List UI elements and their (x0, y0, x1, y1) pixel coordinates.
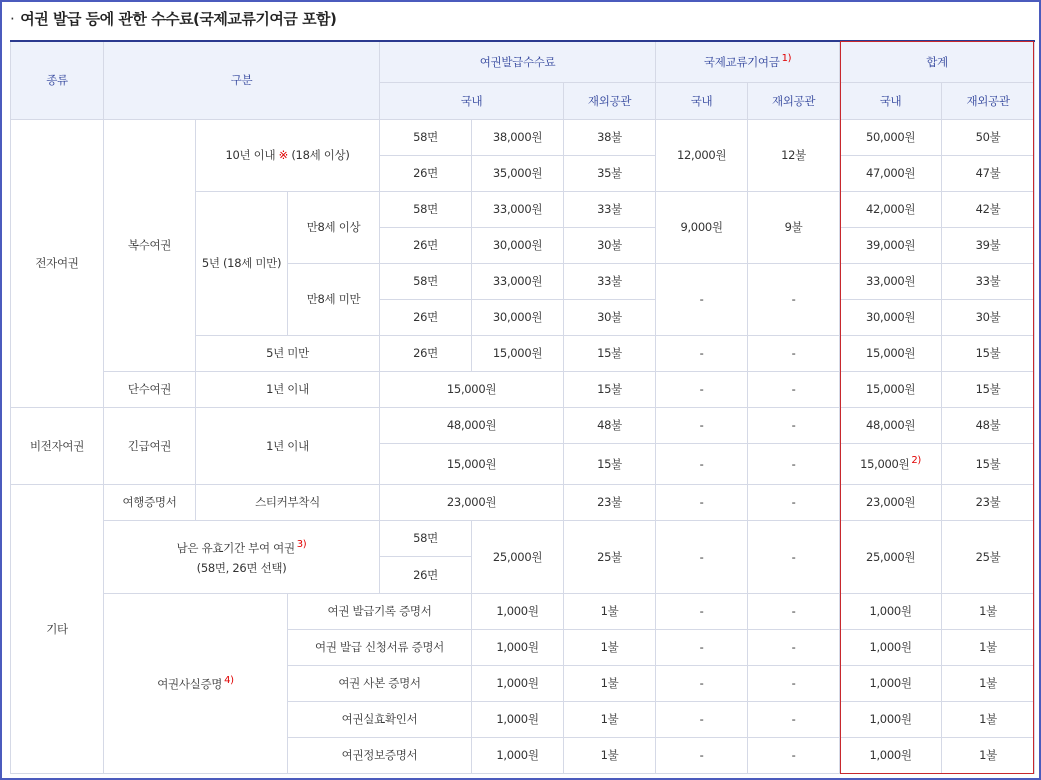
age-text: (18세 이상) (291, 148, 350, 162)
total-overseas: 30불 (942, 299, 1035, 335)
fee-domestic: 15,000원 (380, 371, 564, 407)
fee-domestic: 1,000원 (472, 593, 564, 629)
table-row (11, 407, 1035, 443)
validity-text: 10년 이내 (225, 148, 276, 162)
fee-overseas: 33불 (564, 263, 656, 299)
total-domestic: 1,000원 (840, 701, 942, 737)
total-domestic: 1,000원 (840, 629, 942, 665)
fee-domestic: 30,000원 (472, 299, 564, 335)
fund-domestic: - (656, 263, 748, 335)
fee-overseas: 1불 (564, 737, 656, 773)
remaining-label: 남은 유효기간 부여 여권 (176, 540, 295, 555)
fund-overseas: - (748, 263, 840, 335)
footnote-ref: 4) (224, 674, 234, 686)
pages-cell: 26면 (380, 556, 472, 593)
fee-overseas: 1불 (564, 701, 656, 737)
age-cell: 만8세 이상 (288, 191, 380, 263)
validity-cell: 5년 미만 (196, 335, 380, 371)
total-domestic: 33,000원 (840, 263, 942, 299)
fund-domestic: - (656, 371, 748, 407)
fee-domestic: 30,000원 (472, 227, 564, 263)
total-overseas: 23불 (942, 484, 1035, 520)
total-value: 15,000원 (860, 456, 910, 471)
total-domestic (840, 443, 942, 484)
header-overseas: 재외공관 (942, 82, 1035, 119)
footnote-ref: 1) (781, 53, 792, 65)
category-cell: 단수여권 (104, 371, 196, 407)
total-domestic: 47,000원 (840, 155, 942, 191)
cert-name: 여권정보증명서 (288, 737, 472, 773)
header-issue-fee: 여권발급수수료 (380, 41, 656, 82)
total-overseas: 39불 (942, 227, 1035, 263)
fund-overseas: - (748, 443, 840, 484)
fee-domestic: 33,000원 (472, 263, 564, 299)
header-domestic: 국내 (656, 82, 748, 119)
total-overseas: 50불 (942, 119, 1035, 155)
fee-overseas: 15불 (564, 443, 656, 484)
fee-overseas: 23불 (564, 484, 656, 520)
fee-overseas: 1불 (564, 665, 656, 701)
fee-domestic: 38,000원 (472, 119, 564, 155)
total-domestic: 23,000원 (840, 484, 942, 520)
cert-name: 여권 발급기록 증명서 (288, 593, 472, 629)
fee-overseas: 1불 (564, 629, 656, 665)
fund-domestic: 12,000원 (656, 119, 748, 191)
fund-domestic: - (656, 520, 748, 593)
fee-domestic: 25,000원 (472, 520, 564, 593)
fund-overseas: - (748, 371, 840, 407)
category-cell: 여행증명서 (104, 484, 196, 520)
fee-domestic: 1,000원 (472, 629, 564, 665)
pages-cell: 58면 (380, 191, 472, 227)
validity-cell: 스티커부착식 (196, 484, 380, 520)
fund-domestic: - (656, 484, 748, 520)
validity-cell: 5년 (18세 미만) (196, 191, 288, 335)
fee-domestic: 1,000원 (472, 701, 564, 737)
fee-domestic: 15,000원 (472, 335, 564, 371)
fund-overseas: - (748, 335, 840, 371)
fee-domestic: 1,000원 (472, 737, 564, 773)
intl-fund-label: 국제교류기여금 (703, 55, 780, 70)
total-domestic: 15,000원 (840, 371, 942, 407)
fee-domestic: 35,000원 (472, 155, 564, 191)
header-type: 종류 (11, 41, 104, 119)
table-row (11, 593, 1035, 629)
validity-cell: 1년 이내 (196, 371, 380, 407)
total-overseas: 1불 (942, 737, 1035, 773)
footnote-ref: 2) (911, 455, 922, 467)
age-cell: 만8세 미만 (288, 263, 380, 335)
total-domestic: 1,000원 (840, 665, 942, 701)
table-row (11, 484, 1035, 520)
fee-overseas: 48불 (564, 407, 656, 443)
table-row (11, 371, 1035, 407)
fund-overseas: 9불 (748, 191, 840, 263)
pages-cell: 58면 (380, 119, 472, 155)
remaining-sub: (58면, 26면 선택) (196, 560, 287, 575)
fund-overseas: - (748, 737, 840, 773)
total-domestic: 42,000원 (840, 191, 942, 227)
header-domestic: 국내 (380, 82, 564, 119)
pages-cell: 26면 (380, 299, 472, 335)
pages-cell: 26면 (380, 227, 472, 263)
total-domestic: 50,000원 (840, 119, 942, 155)
total-domestic: 48,000원 (840, 407, 942, 443)
total-overseas: 15불 (942, 371, 1035, 407)
fee-overseas: 33불 (564, 191, 656, 227)
pages-cell: 58면 (380, 520, 472, 556)
fee-overseas: 1불 (564, 593, 656, 629)
total-domestic: 1,000원 (840, 737, 942, 773)
fund-overseas: - (748, 484, 840, 520)
total-overseas: 48불 (942, 407, 1035, 443)
fee-overseas: 35불 (564, 155, 656, 191)
fund-domestic: - (656, 629, 748, 665)
pages-cell: 26면 (380, 335, 472, 371)
cert-name: 여권 발급 신청서류 증명서 (288, 629, 472, 665)
total-domestic: 25,000원 (840, 520, 942, 593)
fund-domestic: - (656, 335, 748, 371)
fund-domestic: - (656, 665, 748, 701)
total-domestic: 39,000원 (840, 227, 942, 263)
header-domestic: 국내 (840, 82, 942, 119)
fund-domestic: - (656, 737, 748, 773)
bullet-mark: · (10, 10, 15, 28)
fund-overseas: - (748, 520, 840, 593)
fund-domestic: 9,000원 (656, 191, 748, 263)
fund-overseas: - (748, 593, 840, 629)
total-overseas: 1불 (942, 665, 1035, 701)
total-overseas: 15불 (942, 335, 1035, 371)
header-intl-fund (656, 41, 840, 82)
type-cell: 비전자여권 (11, 407, 104, 484)
total-overseas: 42불 (942, 191, 1035, 227)
category-cell (104, 593, 288, 773)
validity-cell (196, 119, 380, 191)
header-total: 합계 (840, 41, 1035, 82)
header-category: 구분 (104, 41, 380, 119)
total-domestic: 15,000원 (840, 335, 942, 371)
asterisk-mark: ※ (278, 148, 288, 162)
total-overseas: 33불 (942, 263, 1035, 299)
total-overseas: 15불 (942, 443, 1035, 484)
fee-table (10, 40, 1035, 774)
fact-cert-label: 여권사실증명 (157, 676, 223, 691)
fee-overseas: 38불 (564, 119, 656, 155)
fee-overseas: 25불 (564, 520, 656, 593)
fund-domestic: - (656, 443, 748, 484)
fee-overseas: 30불 (564, 299, 656, 335)
fee-domestic: 48,000원 (380, 407, 564, 443)
fee-overseas: 15불 (564, 371, 656, 407)
total-domestic: 1,000원 (840, 593, 942, 629)
fee-domestic: 33,000원 (472, 191, 564, 227)
fee-domestic: 1,000원 (472, 665, 564, 701)
header-row (11, 41, 1035, 82)
header-overseas: 재외공관 (748, 82, 840, 119)
title-text: 여권 발급 등에 관한 수수료(국제교류기여금 포함) (20, 10, 337, 28)
section-title (10, 8, 336, 29)
total-domestic: 30,000원 (840, 299, 942, 335)
fee-domestic: 23,000원 (380, 484, 564, 520)
cert-name: 여권 사본 증명서 (288, 665, 472, 701)
total-overseas: 25불 (942, 520, 1035, 593)
footnote-ref: 3) (296, 539, 307, 551)
total-overseas: 1불 (942, 593, 1035, 629)
fund-domestic: - (656, 407, 748, 443)
fee-domestic: 15,000원 (380, 443, 564, 484)
category-cell: 복수여권 (104, 119, 196, 371)
fund-overseas: - (748, 629, 840, 665)
validity-cell: 1년 이내 (196, 407, 380, 484)
category-cell: 긴급여권 (104, 407, 196, 484)
category-cell (104, 520, 380, 593)
cert-name: 여권실효확인서 (288, 701, 472, 737)
pages-cell: 26면 (380, 155, 472, 191)
fee-overseas: 15불 (564, 335, 656, 371)
total-overseas: 47불 (942, 155, 1035, 191)
header-overseas: 재외공관 (564, 82, 656, 119)
fund-overseas: 12불 (748, 119, 840, 191)
table-row (11, 119, 1035, 155)
fund-domestic: - (656, 701, 748, 737)
type-cell: 기타 (11, 484, 104, 773)
type-cell: 전자여권 (11, 119, 104, 407)
pages-cell: 58면 (380, 263, 472, 299)
table-row (11, 520, 1035, 556)
fund-overseas: - (748, 701, 840, 737)
fund-overseas: - (748, 665, 840, 701)
total-overseas: 1불 (942, 629, 1035, 665)
fee-overseas: 30불 (564, 227, 656, 263)
fund-overseas: - (748, 407, 840, 443)
total-overseas: 1불 (942, 701, 1035, 737)
fund-domestic: - (656, 593, 748, 629)
